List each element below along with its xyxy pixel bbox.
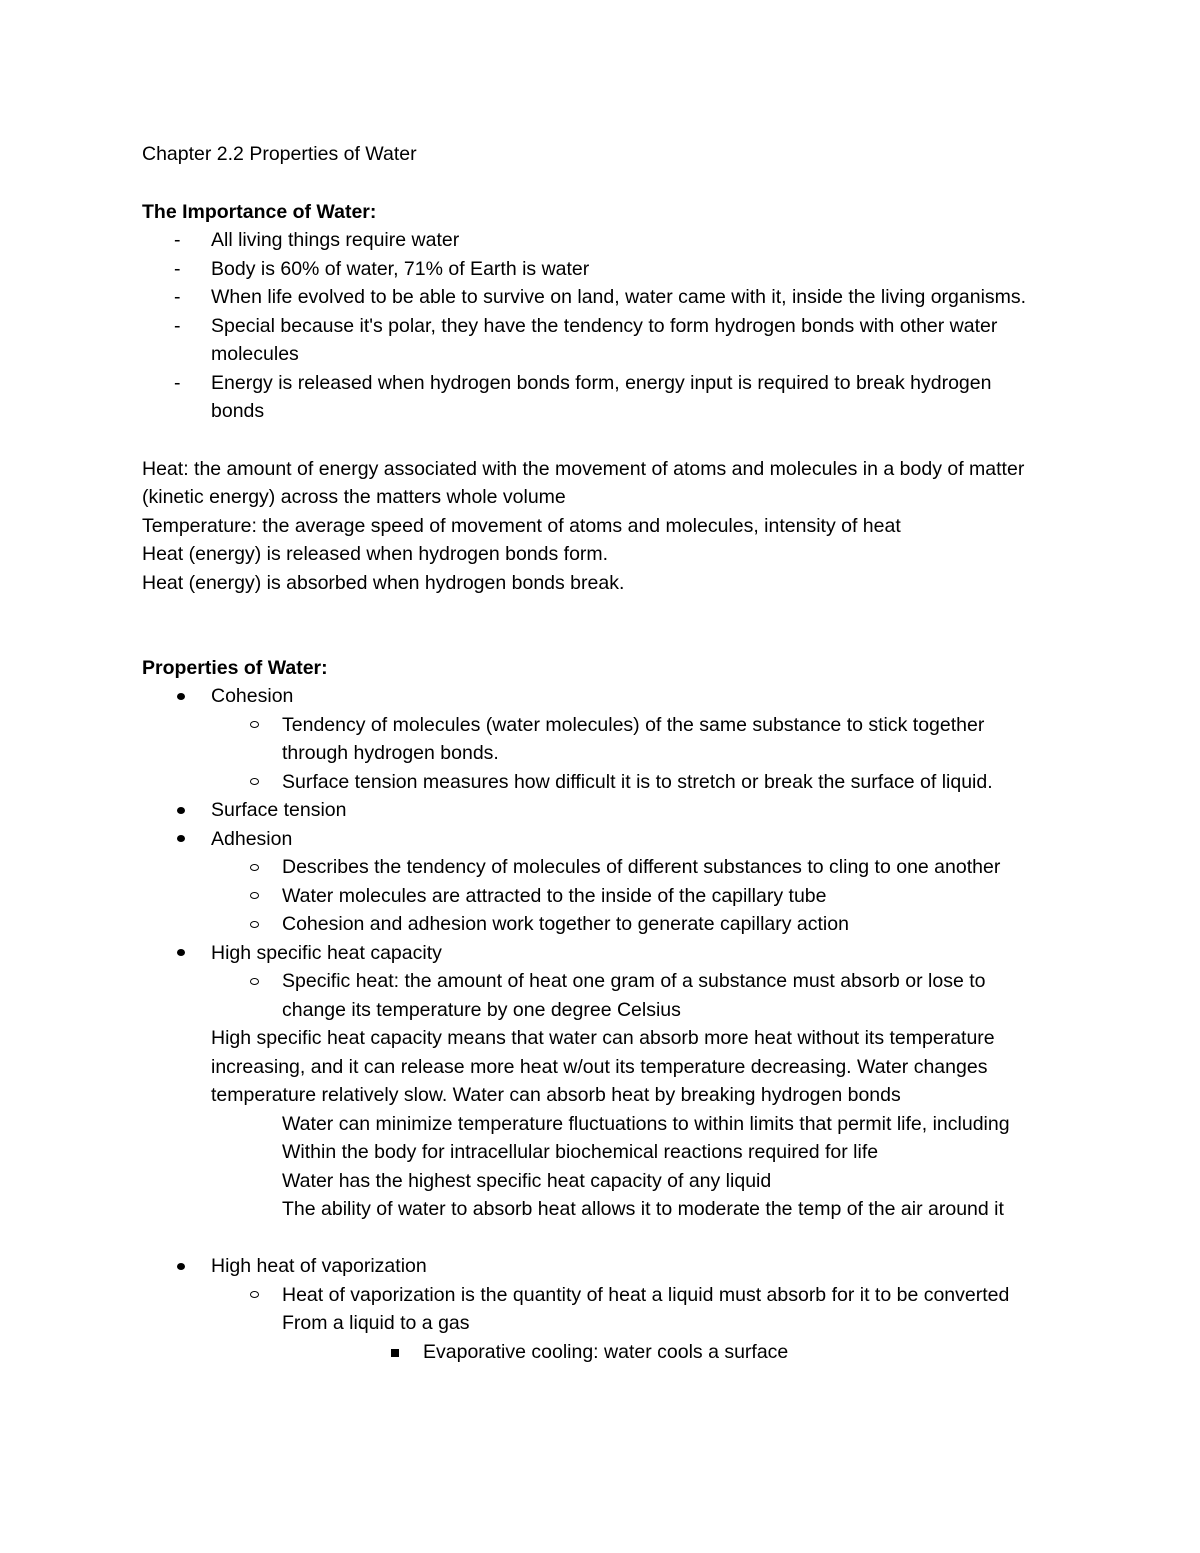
adhesion-detail: Describes the tendency of molecules of different substances to cling to one another xyxy=(282,856,1001,878)
specific-heat-paragraph: increasing, and it can release more heat w/out its temperature decreasing. Water changes xyxy=(211,1056,988,1078)
bullet-square xyxy=(391,1349,399,1357)
specific-heat-note: Water has the highest specific heat capacity of any liquid xyxy=(282,1170,772,1192)
specific-heat-note: Water can minimize temperature fluctuations to within limits that permit life, including xyxy=(282,1113,1010,1135)
importance-item: Body is 60% of water, 71% of Earth is water xyxy=(211,258,590,280)
heat-definition: Heat: the amount of energy associated with the movement of atoms and molecules in a body of matter xyxy=(142,458,1025,480)
specific-heat-detail-continued: change its temperature by one degree Celsius xyxy=(282,999,681,1021)
dash-bullet: - xyxy=(174,372,181,394)
bullet-circle xyxy=(250,778,259,785)
bullet-dot xyxy=(177,949,185,956)
property-adhesion: Adhesion xyxy=(211,828,293,850)
dash-bullet: - xyxy=(174,315,181,337)
bullet-circle xyxy=(250,864,259,871)
cohesion-detail-continued: through hydrogen bonds. xyxy=(282,742,499,764)
bullet-circle xyxy=(250,978,259,985)
vaporization-detail-continued: From a liquid to a gas xyxy=(282,1312,470,1334)
vaporization-detail: Heat of vaporization is the quantity of heat a liquid must absorb for it to be converted xyxy=(282,1284,1010,1306)
importance-item-continued: molecules xyxy=(211,343,299,365)
importance-item: Special because it's polar, they have the tendency to form hydrogen bonds with other water xyxy=(211,315,998,337)
adhesion-detail: Water molecules are attracted to the inside of the capillary tube xyxy=(282,885,827,907)
dash-bullet: - xyxy=(174,286,181,308)
property-vaporization: High heat of vaporization xyxy=(211,1255,427,1277)
bullet-dot xyxy=(177,693,185,700)
specific-heat-note: Within the body for intracellular biochemical reactions required for life xyxy=(282,1141,879,1163)
bullet-dot xyxy=(177,835,185,842)
property-surface-tension: Surface tension xyxy=(211,799,347,821)
bullet-circle xyxy=(250,1291,259,1298)
heat-absorbed-line: Heat (energy) is absorbed when hydrogen bonds break. xyxy=(142,572,625,594)
bullet-circle xyxy=(250,921,259,928)
heat-definition-continued: (kinetic energy) across the matters whole volume xyxy=(142,486,566,508)
importance-item: All living things require water xyxy=(211,229,460,251)
specific-heat-paragraph: High specific heat capacity means that water can absorb more heat without its temperature xyxy=(211,1027,995,1049)
bullet-dot xyxy=(177,807,185,814)
cohesion-detail: Tendency of molecules (water molecules) of the same substance to stick together xyxy=(282,714,985,736)
property-specific-heat: High specific heat capacity xyxy=(211,942,442,964)
property-cohesion: Cohesion xyxy=(211,685,294,707)
bullet-circle xyxy=(250,892,259,899)
cohesion-detail: Surface tension measures how difficult it is to stretch or break the surface of liquid. xyxy=(282,771,993,793)
document-title: Chapter 2.2 Properties of Water xyxy=(142,143,417,165)
properties-heading: Properties of Water: xyxy=(142,657,328,679)
dash-bullet: - xyxy=(174,229,181,251)
specific-heat-detail: Specific heat: the amount of heat one gram of a substance must absorb or lose to xyxy=(282,970,986,992)
importance-heading: The Importance of Water: xyxy=(142,201,377,223)
dash-bullet: - xyxy=(174,258,181,280)
bullet-dot xyxy=(177,1263,185,1270)
importance-item-continued: bonds xyxy=(211,400,265,422)
adhesion-detail: Cohesion and adhesion work together to generate capillary action xyxy=(282,913,849,935)
heat-released-line: Heat (energy) is released when hydrogen bonds form. xyxy=(142,543,609,565)
specific-heat-paragraph: temperature relatively slow. Water can absorb heat by breaking hydrogen bonds xyxy=(211,1084,901,1106)
temperature-definition: Temperature: the average speed of movement of atoms and molecules, intensity of heat xyxy=(142,515,901,537)
importance-item: When life evolved to be able to survive on land, water came with it, inside the living organisms. xyxy=(211,286,1027,308)
specific-heat-note: The ability of water to absorb heat allows it to moderate the temp of the air around it xyxy=(282,1198,1004,1220)
bullet-circle xyxy=(250,721,259,728)
evaporative-cooling-detail: Evaporative cooling: water cools a surface xyxy=(423,1341,789,1363)
importance-item: Energy is released when hydrogen bonds form, energy input is required to break hydrogen xyxy=(211,372,992,394)
